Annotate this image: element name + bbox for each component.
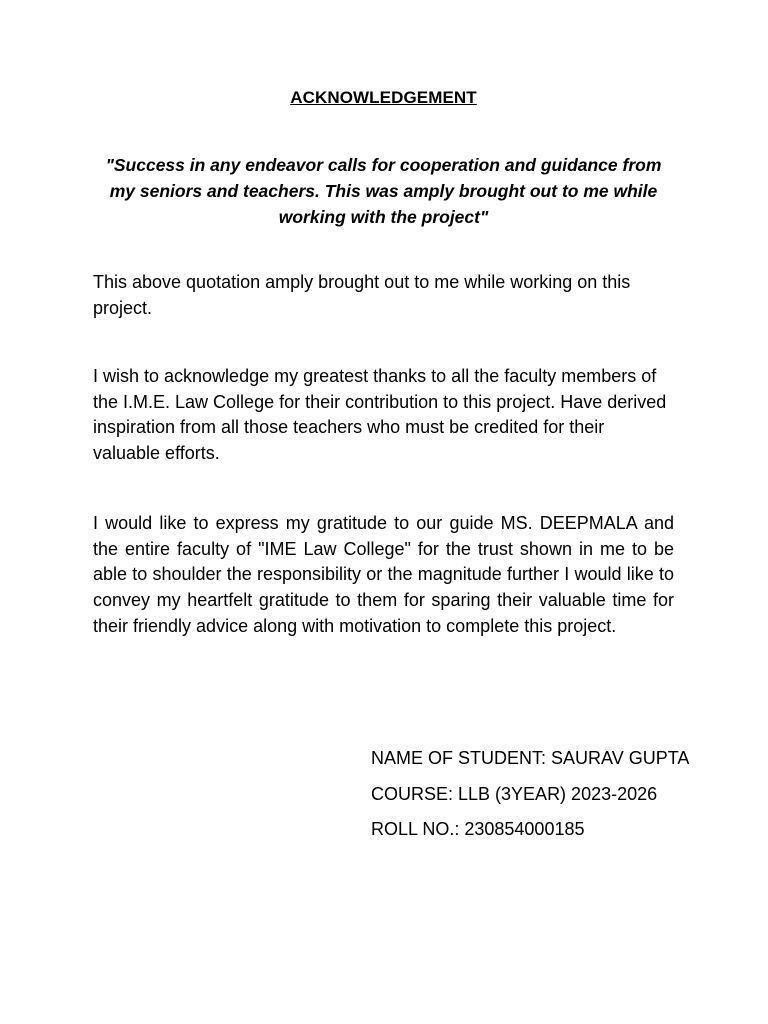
paragraph-guide-gratitude: I would like to express my gratitude to our guide MS. DEEPMALA and the entire faculty of "IME Law College" for the trust shown in me to be able to shoulder the responsibility or the magnitude further I would like to convey my heartfelt gratitude to them for sparing their valuable time for their friendly advice along with motivation to complete this project. — [93, 513, 674, 636]
paragraph-quotation-note: This above quotation amply brought out to me while working on this project. — [93, 272, 631, 318]
student-course: COURSE: LLB (3YEAR) 2023-2026 — [371, 784, 658, 804]
page-title: ACKNOWLEDGEMENT — [290, 88, 477, 107]
student-roll-number: ROLL NO.: 230854000185 — [371, 819, 585, 839]
paragraph-faculty-thanks: I wish to acknowledge my greatest thanks to all the faculty members of the I.M.E. Law College for their contribution to this project. Have derived inspiration from all those teachers who must be credited for their valuable efforts. — [93, 366, 667, 464]
student-name: NAME OF STUDENT: SAURAV GUPTA — [371, 748, 690, 768]
quotation: "Success in any endeavor calls for cooperation and guidance from my seniors and teachers. This was amply brought out to me while working with the project" — [105, 155, 662, 227]
